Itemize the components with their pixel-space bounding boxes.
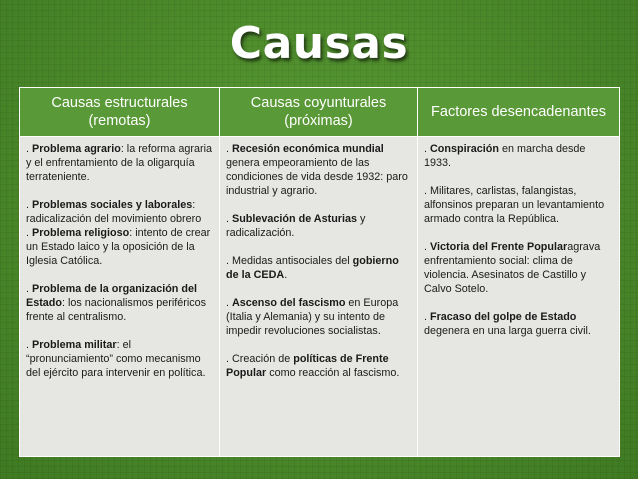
header-structural-line2: (remotas) [88, 113, 151, 129]
triggers-cell [418, 137, 620, 457]
header-structural [20, 88, 220, 137]
list-item: . Medidas antisociales del gobierno de la CEDA. [226, 255, 399, 281]
slide-title: Causas [229, 18, 409, 69]
content-row [20, 137, 620, 457]
header-triggers [418, 88, 620, 137]
list-item: . Problema militar: el “pronunciamiento” como mecanismo del ejército para intervenir en política. [26, 339, 206, 379]
list-item: . Problema agrario: la reforma agraria y el enfrentamiento de la oligarquía terrateniente. [26, 143, 213, 183]
list-item: . Problemas sociales y laborales: radicalización del movimiento obrero [26, 199, 202, 225]
causes-table [19, 87, 620, 457]
list-item: . Problema religioso: intento de crear un Estado laico y la oposición de la Iglesia Católica. [26, 227, 211, 267]
header-conjunctural-line2: (próximas) [284, 113, 353, 129]
list-item: . Sublevación de Asturias y radicalización. [226, 213, 366, 239]
structural-causes-cell [20, 137, 220, 457]
conjunctural-causes-cell [220, 137, 418, 457]
list-item: . Problema de la organización del Estado: los nacionalismos periféricos frente al centralismo. [26, 283, 207, 323]
header-row [20, 88, 620, 137]
list-item: . Recesión económica mundial genera empeoramiento de las condiciones de vida desde 1932: paro industrial y agrario. [226, 143, 408, 197]
list-item: . Militares, carlistas, falangistas, alfonsinos preparan un levantamiento armado contra la República. [424, 185, 605, 225]
list-item: . Conspiración en marcha desde 1933. [424, 143, 586, 169]
header-conjunctural-line1: Causas coyunturales [250, 95, 387, 111]
list-item: . Ascenso del fascismo en Europa (Italia y Alemania) y su intento de impedir revoluciones socialistas. [226, 297, 399, 337]
header-triggers-line1: Factores desencadenantes [431, 104, 606, 120]
header-conjunctural [220, 88, 418, 137]
header-structural-line1: Causas estructurales [51, 95, 188, 111]
list-item: . Victoria del Frente Popularagrava enfrentamiento social: clima de violencia. Asesinatos de Castillo y Calvo Sotelo. [424, 241, 601, 295]
list-item: . Creación de políticas de Frente Popular como reacción al fascismo. [226, 353, 400, 379]
list-item: . Fracaso del golpe de Estado degenera en una larga guerra civil. [424, 311, 591, 337]
